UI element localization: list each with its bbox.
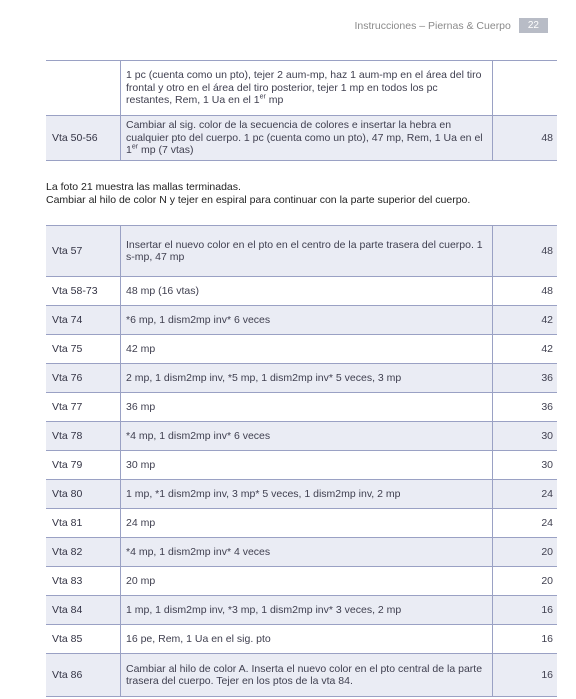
stitch-count-cell: 48 bbox=[493, 277, 558, 306]
instruction-text: mp bbox=[265, 94, 284, 107]
stitch-count-cell: 36 bbox=[493, 393, 558, 422]
instruction-cell: 36 mp bbox=[121, 393, 493, 422]
instruction-cell: 1 mp, *1 dism2mp inv, 3 mp* 5 veces, 1 dism2mp inv, 2 mp bbox=[121, 480, 493, 509]
round-cell: Vta 83 bbox=[46, 567, 121, 596]
stitch-count-cell: 16 bbox=[493, 654, 558, 697]
table-row bbox=[46, 451, 557, 480]
stitch-count-cell: 24 bbox=[493, 509, 558, 538]
note-line: Cambiar al hilo de color N y tejer en espiral para continuar con la parte superior del cuerpo. bbox=[46, 193, 471, 206]
instruction-cell: 30 mp bbox=[121, 451, 493, 480]
section-note bbox=[46, 181, 550, 206]
round-cell: Vta 50-56 bbox=[46, 116, 121, 161]
instruction-cell: 24 mp bbox=[121, 509, 493, 538]
table-row bbox=[46, 226, 557, 277]
table-row bbox=[46, 277, 557, 306]
table-row bbox=[46, 364, 557, 393]
instructions-table-top bbox=[46, 60, 557, 161]
round-cell: Vta 57 bbox=[46, 226, 121, 277]
round-cell: Vta 80 bbox=[46, 480, 121, 509]
instruction-cell: 2 mp, 1 dism2mp inv, *5 mp, 1 dism2mp inv* 5 veces, 3 mp bbox=[121, 364, 493, 393]
ordinal-superscript: er bbox=[131, 143, 139, 151]
instruction-cell: 42 mp bbox=[121, 335, 493, 364]
stitch-count-cell: 24 bbox=[493, 480, 558, 509]
round-cell: Vta 81 bbox=[46, 509, 121, 538]
table-row bbox=[46, 538, 557, 567]
instruction-cell: 20 mp bbox=[121, 567, 493, 596]
instruction-cell: *6 mp, 1 dism2mp inv* 6 veces bbox=[121, 306, 493, 335]
table-row bbox=[46, 625, 557, 654]
stitch-count-cell: 30 bbox=[493, 451, 558, 480]
round-cell: Vta 79 bbox=[46, 451, 121, 480]
stitch-count-cell: 20 bbox=[493, 538, 558, 567]
instruction-cell: *4 mp, 1 dism2mp inv* 4 veces bbox=[121, 538, 493, 567]
round-cell: Vta 86 bbox=[46, 654, 121, 697]
instruction-cell bbox=[121, 116, 493, 161]
table-row bbox=[46, 393, 557, 422]
instruction-cell: 16 pe, Rem, 1 Ua en el sig. pto bbox=[121, 625, 493, 654]
round-cell: Vta 75 bbox=[46, 335, 121, 364]
round-cell: Vta 84 bbox=[46, 596, 121, 625]
stitch-count-cell: 36 bbox=[493, 364, 558, 393]
note-line: La foto 21 muestra las mallas terminadas. bbox=[46, 181, 241, 193]
round-cell: Vta 74 bbox=[46, 306, 121, 335]
round-cell: Vta 78 bbox=[46, 422, 121, 451]
table-row bbox=[46, 480, 557, 509]
stitch-count-cell: 42 bbox=[493, 335, 558, 364]
stitch-count-cell: 48 bbox=[493, 226, 558, 277]
round-cell: Vta 85 bbox=[46, 625, 121, 654]
table-row bbox=[46, 61, 557, 116]
round-cell: Vta 58-73 bbox=[46, 277, 121, 306]
table-row bbox=[46, 116, 557, 161]
instruction-cell: Insertar el nuevo color en el pto en el centro de la parte trasera del cuerpo. 1 s-mp, 47 mp bbox=[121, 226, 493, 277]
table-row bbox=[46, 596, 557, 625]
table-row bbox=[46, 567, 557, 596]
table-row bbox=[46, 654, 557, 697]
stitch-count-cell: 30 bbox=[493, 422, 558, 451]
instruction-text: Cambiar al sig. color de la secuencia de colores e insertar la hebra en cualquier pto del cuerpo. 1 pc (cuenta como un pto), 47 mp, Rem, 1 Ua en el 1 bbox=[126, 119, 483, 157]
stitch-count-cell: 48 bbox=[493, 116, 558, 161]
round-cell: Vta 76 bbox=[46, 364, 121, 393]
instruction-cell: 1 mp, 1 dism2mp inv, *3 mp, 1 dism2mp inv* 3 veces, 2 mp bbox=[121, 596, 493, 625]
round-cell: Vta 77 bbox=[46, 393, 121, 422]
stitch-count-cell: 16 bbox=[493, 596, 558, 625]
instruction-cell: *4 mp, 1 dism2mp inv* 6 veces bbox=[121, 422, 493, 451]
stitch-count-cell: 16 bbox=[493, 625, 558, 654]
table-row bbox=[46, 422, 557, 451]
instruction-cell: Cambiar al hilo de color A. Inserta el nuevo color en el pto central de la parte trasera del cuerpo. Tejer en los ptos de la vta 84. bbox=[121, 654, 493, 697]
stitch-count-cell bbox=[493, 61, 558, 116]
round-cell bbox=[46, 61, 121, 116]
header-title: Instrucciones – Piernas & Cuerpo bbox=[354, 19, 511, 32]
instruction-text: mp (7 vtas) bbox=[138, 144, 194, 157]
instructions-table-main bbox=[46, 225, 557, 697]
instruction-cell bbox=[121, 61, 493, 116]
page-header bbox=[354, 18, 548, 33]
page-number: 22 bbox=[519, 18, 548, 33]
table-row bbox=[46, 335, 557, 364]
table-row bbox=[46, 509, 557, 538]
stitch-count-cell: 20 bbox=[493, 567, 558, 596]
table-row bbox=[46, 306, 557, 335]
stitch-count-cell: 42 bbox=[493, 306, 558, 335]
instruction-text: 1 pc (cuenta como un pto), tejer 2 aum-mp, haz 1 aum-mp en el área del tiro frontal y otro en el área del tiro posterior, tejer 1 mp en todos los pc restantes, Rem, 1 Ua en el 1 bbox=[126, 69, 482, 107]
instruction-cell: 48 mp (16 vtas) bbox=[121, 277, 493, 306]
ordinal-superscript: er bbox=[259, 93, 266, 101]
round-cell: Vta 82 bbox=[46, 538, 121, 567]
